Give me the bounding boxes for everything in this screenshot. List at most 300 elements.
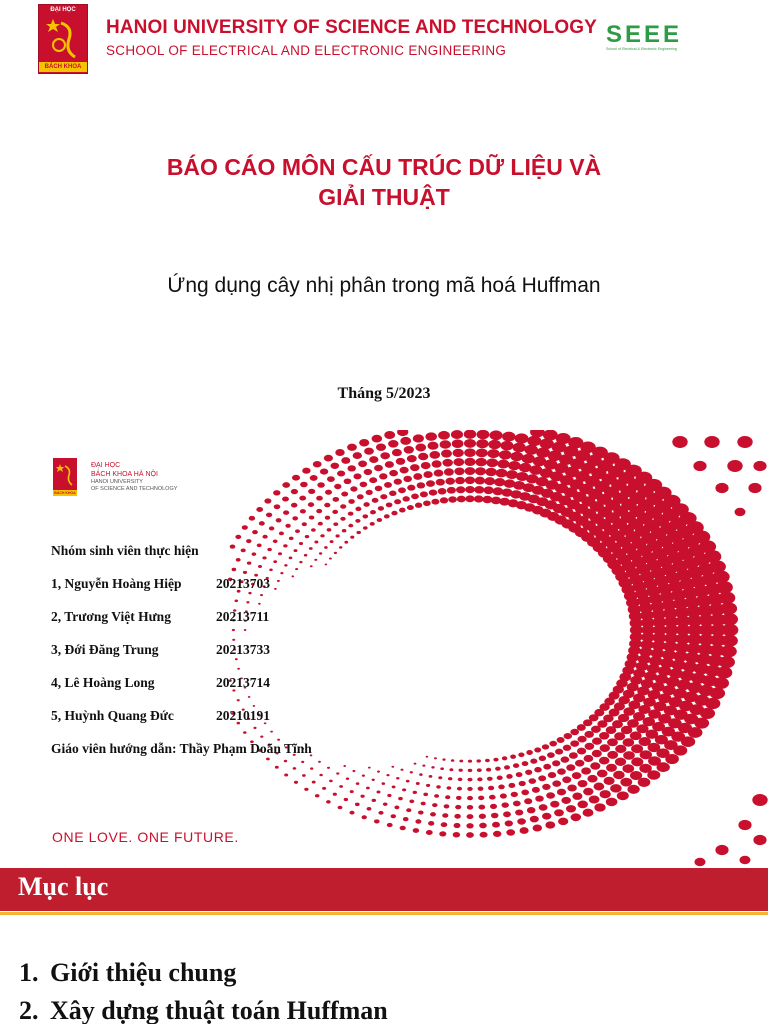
decor-dot [264,498,271,503]
decor-dot [458,778,463,781]
hust-logo-top-text: ĐẠI HỌC [50,7,76,13]
decor-dot [484,477,495,485]
decor-dot [279,532,284,536]
decor-dot [415,444,426,452]
decor-dot [569,752,578,759]
decor-dot [369,477,377,483]
decor-dot [403,476,412,482]
decor-dot [294,781,298,784]
decor-dot [555,749,563,755]
advisor-line: Giáo viên hướng dẫn: Thầy Phạm Doãn Tĩnh [51,741,312,756]
decor-dot [364,469,372,475]
member-name: 4, Lê Hoàng Long [51,675,155,690]
decor-dot [520,827,529,834]
decor-dot [510,755,516,759]
decor-dot [325,490,332,495]
decor-dot [387,794,391,797]
decor-dot [394,806,399,810]
decor-dot [454,823,461,828]
decor-dot [547,752,555,758]
decor-dot [318,522,323,526]
decor-dot [335,534,339,537]
decor-dot [284,774,288,777]
decor-dot [530,816,539,823]
member-name: 1, Nguyễn Hoàng Hiệp [51,576,182,591]
decor-dot [310,475,318,481]
decor-dot [333,497,340,502]
decor-dot [752,794,767,806]
decor-dot [502,756,508,760]
decor-dot [289,537,294,540]
decor-dot [448,496,457,502]
decor-dot [475,477,486,485]
decor-dot [522,454,535,464]
decor-dot [535,795,543,801]
decor-dot [585,743,595,750]
decor-dot [453,449,464,457]
decor-dot [454,467,464,475]
decor-dot [501,802,508,807]
decor-dot [301,761,304,763]
decor-dot [457,496,466,503]
decor-dot [436,785,441,788]
decor-dot [522,761,529,766]
decor-dot [282,482,290,488]
decor-dot [414,763,417,765]
decor-dot [442,758,445,760]
decor-dot [356,531,360,534]
decor-dot [503,811,511,817]
toc-title-bar [0,868,768,911]
decor-dot [581,767,591,774]
decor-dot [409,800,414,804]
decor-dot [538,775,546,781]
decor-dot [316,509,322,513]
decor-dot [449,768,453,771]
decor-dot [740,856,751,865]
decor-dot [259,521,265,525]
decor-dot [320,469,328,475]
decor-dot [292,516,298,520]
decor-dot [300,482,308,488]
decor-dot [516,772,523,777]
decor-dot [269,526,275,530]
decor-dot [505,820,513,826]
decor-dot [341,457,350,464]
decor-dot [597,770,608,778]
decor-dot [453,832,460,837]
decor-dot [300,509,306,513]
decor-dot [340,517,345,521]
decor-dot [363,502,369,507]
decor-dot [352,770,355,772]
decor-dot [524,798,532,804]
decor-dot [453,458,464,466]
decor-dot [561,797,571,804]
decor-dot [440,497,448,503]
decor-dot [374,465,383,472]
decor-dot [695,858,706,867]
decor-dot [423,793,428,796]
decor-dot [274,504,281,509]
decor-dot [355,803,360,806]
decor-dot [377,518,383,522]
decor-dot [500,793,507,798]
decor-dot [456,796,462,800]
decor-dot [308,502,314,507]
decor-dot [426,784,430,787]
decor-dot [419,773,422,776]
decor-dot [389,470,398,476]
decor-dot [466,823,473,828]
decor-dot [391,814,396,818]
decor-dot [398,487,406,493]
decor-dot [391,766,394,768]
decor-dot [518,752,524,757]
decor-dot [333,522,338,526]
small-logo-line1: ĐẠI HỌC [91,462,121,469]
decor-dot [420,491,428,497]
decor-dot [319,552,322,554]
decor-dot [329,780,333,783]
hust-emblem-icon [45,17,81,59]
decor-dot [480,832,488,838]
decor-dot [515,433,529,443]
decor-dot [572,772,581,779]
decor-dot [403,817,409,821]
decor-dot [400,437,411,445]
decor-dot [631,744,643,753]
decor-dot [735,508,746,517]
decor-dot [320,534,324,537]
decor-dot [422,764,425,766]
decor-dot [583,788,593,796]
decor-dot [310,767,313,769]
decor-dot [413,434,424,442]
decor-dot [266,513,272,518]
decor-dot [715,845,728,855]
decor-dot [421,462,431,469]
decor-dot [600,790,611,798]
decor-dot [249,516,255,521]
decor-dot [584,731,594,738]
decor-dot [515,809,523,815]
decor-dot [753,461,766,471]
decor-dot [327,476,335,482]
decor-dot [355,507,361,511]
report-date: Tháng 5/2023 [337,385,431,402]
decor-dot [533,825,542,832]
decor-dot [384,514,390,518]
decor-dot [384,482,392,488]
decor-dot [479,814,486,819]
decor-dot [542,744,549,749]
decor-dot [432,803,437,807]
decor-dot [396,777,399,780]
decor-dot [534,747,541,752]
decor-dot [330,463,339,469]
toc-item [19,954,388,992]
slogan: ONE LOVE. ONE FUTURE. [52,829,239,845]
decor-dot [485,759,490,763]
decor-dot [291,489,298,494]
decor-dot [554,809,564,816]
decor-dot [510,452,523,462]
decor-dot [329,557,332,559]
decor-dot [478,805,485,810]
decor-dot [334,484,341,489]
decor-dot [325,516,330,520]
decor-dot [641,618,655,628]
decor-dot [539,756,546,761]
decor-dot [487,449,499,458]
decor-dot [478,796,484,801]
decor-dot [587,775,597,783]
decor-dot [467,814,474,819]
decor-dot [543,764,551,770]
decor-dot [403,496,410,501]
decor-dot [620,778,632,787]
decor-dot [513,801,521,807]
decor-dot [445,478,455,485]
decor-dot [517,818,526,824]
seee-logo-subtitle: School of Electrical & Electronic Engineering [606,47,677,51]
decor-dot [488,786,494,791]
decor-dot [529,778,537,784]
decor-dot [570,740,579,747]
decor-dot [466,832,474,838]
decor-dot [427,442,438,450]
decor-dot [715,483,728,493]
decor-dot [339,785,343,788]
decor-dot [324,503,330,508]
decor-dot [475,467,486,475]
decor-dot [704,436,719,448]
decor-dot [386,774,389,776]
decor-dot [406,808,411,812]
decor-dot [337,470,345,476]
decor-dot [584,755,594,762]
decor-dot [304,788,308,791]
decor-dot [334,552,337,554]
decor-dot [360,482,368,488]
decor-dot [356,782,360,785]
decor-dot [426,830,433,835]
decor-dot [325,563,328,565]
decor-dot [410,771,413,773]
decor-dot [387,823,393,827]
decor-dot [313,461,322,467]
decor-dot [315,794,320,797]
decor-dot [415,503,422,508]
decor-dot [631,757,643,766]
decor-dot [572,793,582,800]
decor-dot [504,765,510,769]
decor-dot [465,495,474,502]
member-row [51,673,312,706]
decor-dot [575,760,584,767]
decor-dot [465,486,475,493]
decor-dot [532,787,540,793]
decor-dot [383,802,388,806]
decor-dot [467,787,473,791]
decor-dot [364,448,374,455]
decor-dot [418,453,428,461]
decor-dot [495,767,501,771]
decor-dot [508,783,515,788]
toc-item-number: 2. [19,996,39,1024]
decor-dot [594,803,605,811]
decor-dot [499,450,512,459]
decor-dot [446,786,451,790]
decor-dot [376,443,386,450]
decor-dot [402,788,406,791]
decor-dot [374,819,380,823]
decor-dot [336,772,339,774]
decor-dot [431,766,434,768]
decor-dot [302,468,310,474]
decor-dot [444,468,454,475]
school-name: SCHOOL OF ELECTRICAL AND ELECTRONIC ENGINEERING [106,43,507,58]
decor-dot [476,439,488,448]
decor-dot [447,487,456,494]
decor-dot [355,519,360,523]
decor-dot [372,498,379,503]
decor-dot [476,448,488,457]
decor-dot [324,546,328,549]
university-name: HANOI UNIVERSITY OF SCIENCE AND TECHNOLOGY [106,17,597,38]
decor-dot [330,540,334,543]
decor-dot [753,835,766,845]
decor-dot [438,776,442,779]
decor-dot [256,507,263,512]
decor-dot [316,496,323,501]
decor-dot [376,791,380,794]
decor-dot [485,468,496,476]
decor-dot [442,813,448,818]
decor-dot [468,760,472,763]
decor-dot [317,482,324,488]
small-logo-line2: BÁCH KHOA HÀ NỘI [91,471,158,478]
decor-dot [542,784,550,790]
toc-item [19,992,388,1024]
decor-dot [594,783,605,791]
decor-dot [482,496,492,503]
decor-dot [308,489,315,494]
decor-dot [475,458,487,467]
decor-dot [454,814,461,819]
decor-dot [360,795,364,798]
decor-dot [434,470,444,477]
seee-logo-word: SEEE [606,21,683,48]
decor-dot [346,777,349,779]
decor-dot [416,782,420,785]
member-name: 5, Huỳnh Quang Đức [51,708,174,723]
decor-dot [429,775,433,778]
decor-dot [672,436,687,448]
decor-dot [372,779,375,781]
decor-dot [737,436,752,448]
decor-dot [511,792,518,797]
decor-dot [441,822,448,827]
decor-dot [324,455,333,462]
decor-dot [425,432,437,441]
decor-dot [487,777,493,781]
decor-dot [339,546,342,549]
decor-dot [273,490,280,495]
decor-dot [394,479,402,485]
decor-dot [441,450,452,458]
decor-dot [590,762,600,770]
decor-dot [407,485,415,491]
decor-dot [413,791,417,794]
hust-logo [38,4,88,74]
decor-dot [577,724,586,731]
decor-dot [464,458,475,466]
decor-dot [506,774,512,779]
decor-dot [525,770,532,775]
decor-dot [421,802,426,806]
decor-dot [368,767,371,769]
decor-dot [607,751,618,759]
decor-dot [384,431,395,439]
decor-dot [474,486,484,494]
decor-dot [465,467,476,475]
decor-dot [464,430,477,439]
decor-dot [627,785,639,794]
decor-dot [557,737,565,743]
decor-dot [578,736,587,743]
decor-dot [615,745,626,753]
decor-dot [570,729,579,735]
decor-dot [275,766,279,769]
decor-dot [389,491,396,497]
decor-dot [557,768,566,774]
decor-dot [392,785,396,788]
member-name: 2, Trương Việt Hưng [51,609,171,624]
decor-dot [506,829,515,835]
decor-dot [299,496,306,501]
hust-small-logo-badge: BÁCH KHOA [54,491,76,495]
decor-dot [526,750,533,755]
decor-dot [314,541,318,544]
decor-dot [483,486,493,494]
toc-list [19,954,388,1024]
member-id: 20213711 [216,609,270,624]
decor-dot [431,499,439,505]
decor-dot [571,813,582,821]
report-title-line1: BÁO CÁO MÔN CẤU TRÚC DỮ LIỆU VÀ [166,154,602,180]
decor-dot [444,804,450,808]
decor-dot [429,489,437,495]
decor-dot [440,440,451,448]
decor-dot [400,826,406,831]
decor-dot [327,528,332,531]
decor-dot [432,460,442,468]
decor-dot [366,490,373,495]
toc-slide [0,868,768,1024]
decor-dot [502,432,515,442]
decor-dot [550,801,559,808]
decor-dot [434,757,437,759]
decor-dot [497,460,509,469]
decor-dot [285,524,290,528]
decor-dot [262,535,267,539]
decor-dot [413,473,422,480]
decor-dot [411,494,419,500]
decor-dot [464,448,476,457]
decor-dot [367,807,372,811]
